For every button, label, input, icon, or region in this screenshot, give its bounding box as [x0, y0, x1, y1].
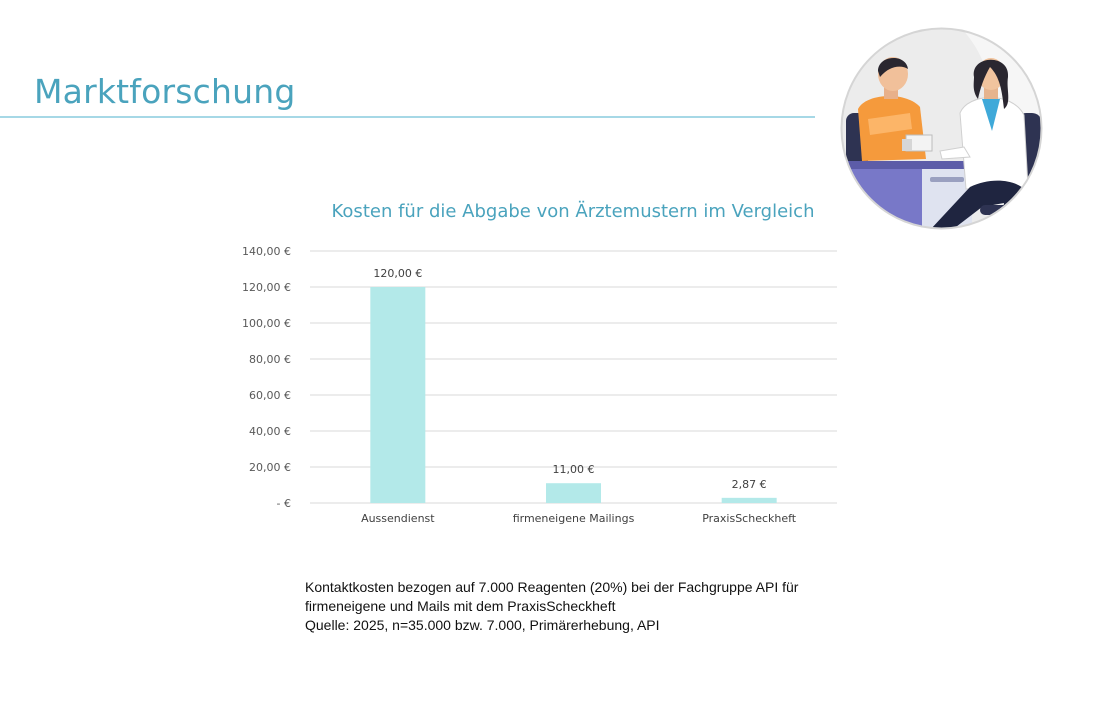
- bar-chart: [230, 236, 850, 536]
- y-tick-label: 120,00 €: [242, 281, 291, 294]
- x-tick-label: PraxisScheckheft: [702, 512, 797, 525]
- chart-caption: [305, 578, 845, 635]
- bar-3: [722, 498, 777, 503]
- data-label: 2,87 €: [731, 477, 767, 491]
- y-tick-label: 20,00 €: [249, 461, 291, 474]
- y-tick-label: 100,00 €: [242, 317, 291, 330]
- y-tick-label: 60,00 €: [249, 389, 291, 402]
- y-tick-label: 40,00 €: [249, 425, 291, 438]
- data-label: 11,00 €: [552, 463, 595, 477]
- y-axis-labels: [242, 245, 291, 510]
- y-tick-label: 80,00 €: [249, 353, 291, 366]
- bar-2: [546, 483, 601, 503]
- chart-title: Kosten für die Abgabe von Ärztemustern im Vergleich: [331, 201, 815, 222]
- y-tick-label: - €: [276, 497, 291, 510]
- title-divider: [0, 116, 815, 118]
- caption-source: Quelle: 2025, n=35.000 bzw. 7.000, Primärerhebung, API: [305, 617, 660, 633]
- data-label: 120,00 €: [373, 267, 423, 280]
- caption-note: Kontaktkosten bezogen auf 7.000 Reagenten (20%) bei der Fachgruppe API für firmeneigene und Mails mit dem PraxisScheckheft: [305, 579, 799, 614]
- data-labels: [373, 267, 766, 491]
- doctor-patient-consultation-icon: [840, 27, 1043, 230]
- x-axis-labels: [361, 512, 797, 525]
- page-title: Marktforschung: [34, 72, 296, 111]
- y-tick-label: 140,00 €: [242, 245, 291, 258]
- x-tick-label: Aussendienst: [361, 512, 435, 525]
- x-tick-label: firmeneigene Mailings: [512, 512, 635, 525]
- bar-1: [370, 287, 425, 503]
